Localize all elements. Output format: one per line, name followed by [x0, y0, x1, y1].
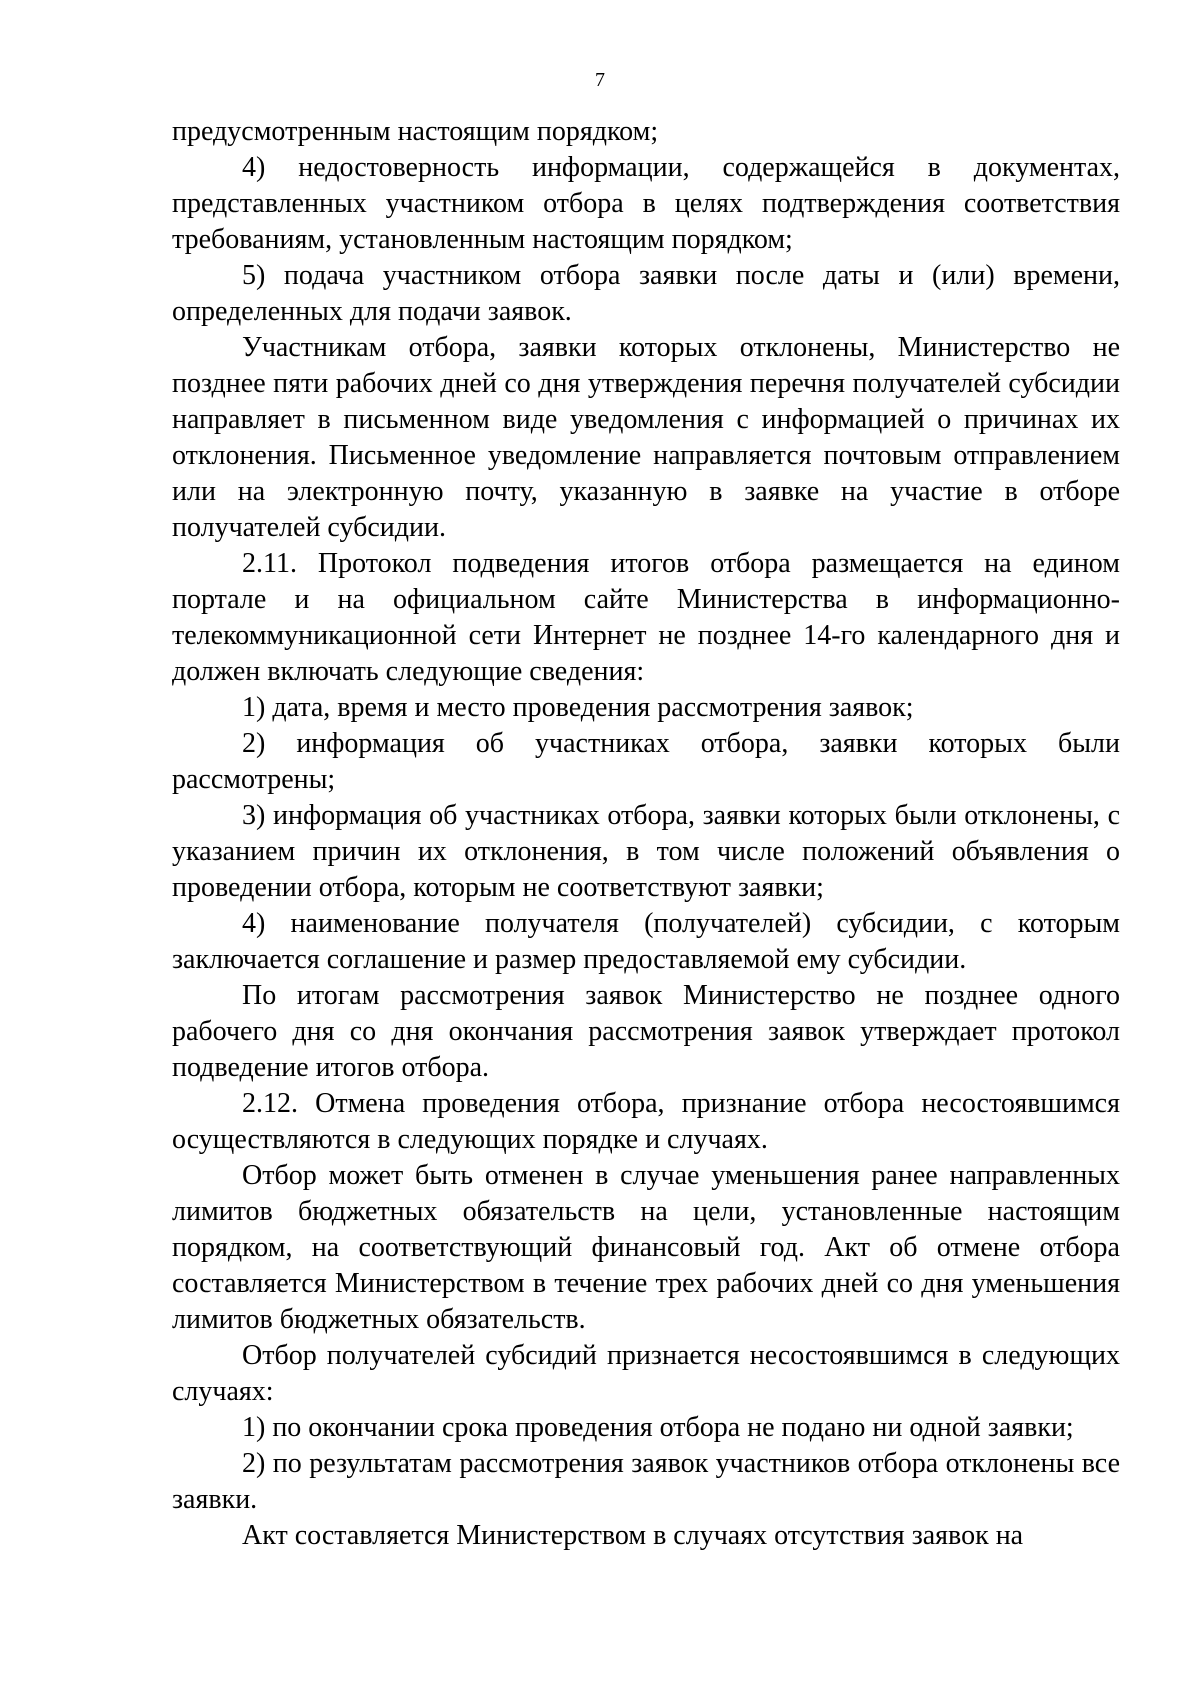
protocol-item-3: 3) информация об участниках отбора, заявки которых были отклонены, с указанием причин их отклонения, в том числе положений объявления о проведении отбора, которым не соответствуют заявки; [172, 800, 1120, 903]
paragraph-failed-selection: Отбор получателей субсидий признается несостоявшимся в следующих случаях: [172, 1340, 1120, 1407]
page-number: 7 [595, 69, 605, 91]
paragraph-rejection-notice: Участникам отбора, заявки которых отклонены, Министерство не позднее пяти рабочих дней со дня утверждения перечня получателей субсидии направляет в письменном виде уведомления с информацией о причинах их отклонения. Письменное уведомление направляется почтовым отправлением или на электронную почту, указанную в заявке на участие в отборе получателей субсидии. [172, 332, 1120, 543]
protocol-item-2: 2) информация об участниках отбора, заявки которых были рассмотрены; [172, 728, 1120, 795]
list-item-4: 4) недостоверность информации, содержащейся в документах, представленных участником отбора в целях подтверждения соответствия требованиям, установленным настоящим порядком; [172, 152, 1120, 255]
failed-case-1: 1) по окончании срока проведения отбора не подано ни одной заявки; [242, 1412, 1074, 1443]
section-2-11: 2.11. Протокол подведения итогов отбора размещается на едином портале и на официальном сайте Министерства в информационно-телекоммуникационной сети Интернет не позднее 14-го календарного дня и должен включать следующие сведения: [172, 548, 1120, 687]
list-item-5: 5) подача участником отбора заявки после даты и (или) времени, определенных для подачи заявок. [172, 260, 1120, 327]
paragraph-act: Акт составляется Министерством в случаях отсутствия заявок на [242, 1520, 1024, 1551]
paragraph-protocol-approval: По итогам рассмотрения заявок Министерство не позднее одного рабочего дня со дня окончания рассмотрения заявок утверждает протокол подведение итогов отбора. [172, 980, 1120, 1083]
section-2-12: 2.12. Отмена проведения отбора, признание отбора несостоявшимся осуществляются в следующих порядке и случаях. [172, 1088, 1120, 1155]
protocol-item-4: 4) наименование получателя (получателей) субсидии, с которым заключается соглашение и размер предоставляемой ему субсидии. [172, 908, 1120, 975]
failed-case-2: 2) по результатам рассмотрения заявок участников отбора отклонены все заявки. [172, 1448, 1120, 1515]
paragraph-cancellation: Отбор может быть отменен в случае уменьшения ранее направленных лимитов бюджетных обязательств на цели, установленные настоящим порядком, на соответствующий финансовый год. Акт об отмене отбора составляется Министерством в течение трех рабочих дней со дня уменьшения лимитов бюджетных обязательств. [172, 1160, 1120, 1335]
document-body [172, 114, 1120, 1554]
protocol-item-1: 1) дата, время и место проведения рассмотрения заявок; [242, 692, 914, 723]
paragraph-continuation: предусмотренным настоящим порядком; [172, 116, 659, 147]
